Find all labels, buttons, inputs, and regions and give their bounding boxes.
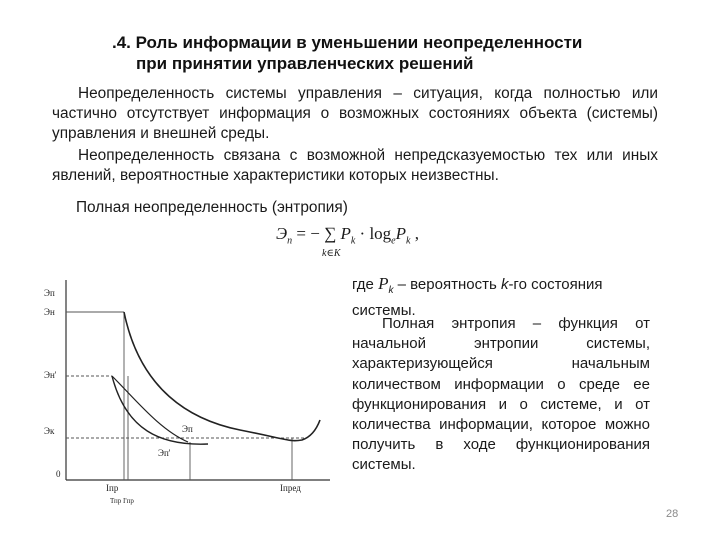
formula-tail: , <box>410 224 419 243</box>
formula-p1-sub: k <box>350 235 356 247</box>
x-label-ipr: Iпр <box>106 483 119 493</box>
entropy-curve-ep <box>124 312 320 441</box>
title-line-2: при принятии управленческих решений <box>136 54 474 73</box>
formula-p1: P <box>340 224 351 243</box>
entropy-diagram <box>40 270 340 510</box>
formula-p2-sub: k <box>406 235 411 247</box>
formula-log-base: e <box>391 235 396 247</box>
formula-log: · log <box>355 224 392 243</box>
formula-lhs: Э <box>276 224 288 243</box>
definition-paragraph: Неопределенность системы управления – ситуация, когда полностью или частично отсутствует информация о возможных состояниях объекта (системы) управления и внешней среды. <box>52 85 658 142</box>
y-label-ep: Эп <box>44 288 55 298</box>
where-symbol: P <box>378 274 389 293</box>
entropy-subheading: Полная неопределенность (энтропия) <box>76 199 348 216</box>
where-desc-2: -го состояния системы. <box>352 276 603 319</box>
formula-sum-limit: k∈K <box>322 248 341 259</box>
x-label-ipred: Iпред <box>280 483 301 493</box>
title-line-1: Роль информации в уменьшении неопределенности <box>135 33 583 52</box>
formula-lhs-sub: п <box>287 235 293 247</box>
page-number: 28 <box>666 508 679 520</box>
x-label-tpr: Тпр I'пр <box>110 497 134 505</box>
where-symbol-sub: k <box>388 285 394 296</box>
where-k: k <box>500 276 509 293</box>
y-label-en2: Эн' <box>44 370 57 380</box>
where-desc-1: – вероятность <box>393 276 501 293</box>
slide-title <box>112 32 672 74</box>
entropy-curve-ep2 <box>112 376 208 444</box>
where-prefix: где <box>352 276 379 293</box>
formula-eq: = − ∑ <box>292 224 341 243</box>
y-label-zero: 0 <box>56 469 61 479</box>
entropy-formula <box>276 224 419 259</box>
y-label-en: Эн <box>44 307 55 317</box>
y-label-ek: Эк <box>44 426 55 436</box>
curve-label-ep2: Эп' <box>158 448 171 458</box>
uncertainty-paragraph: Неопределенность связана с возможной непредсказуемостью тех или иных явлений, вероятностные характеристики которых неизвестны. <box>52 147 658 184</box>
title-number: .4. <box>112 33 131 52</box>
formula-p2: P <box>395 224 407 243</box>
full-entropy-paragraph: Полная энтропия – функция от начальной энтропии системы, характеризующейся начальным количеством информации о среде ее функционирования и о системе, и от количества информации, которое можно получить в ходе функционирования системы. <box>352 315 650 474</box>
curve-label-ep: Эп <box>182 424 193 434</box>
